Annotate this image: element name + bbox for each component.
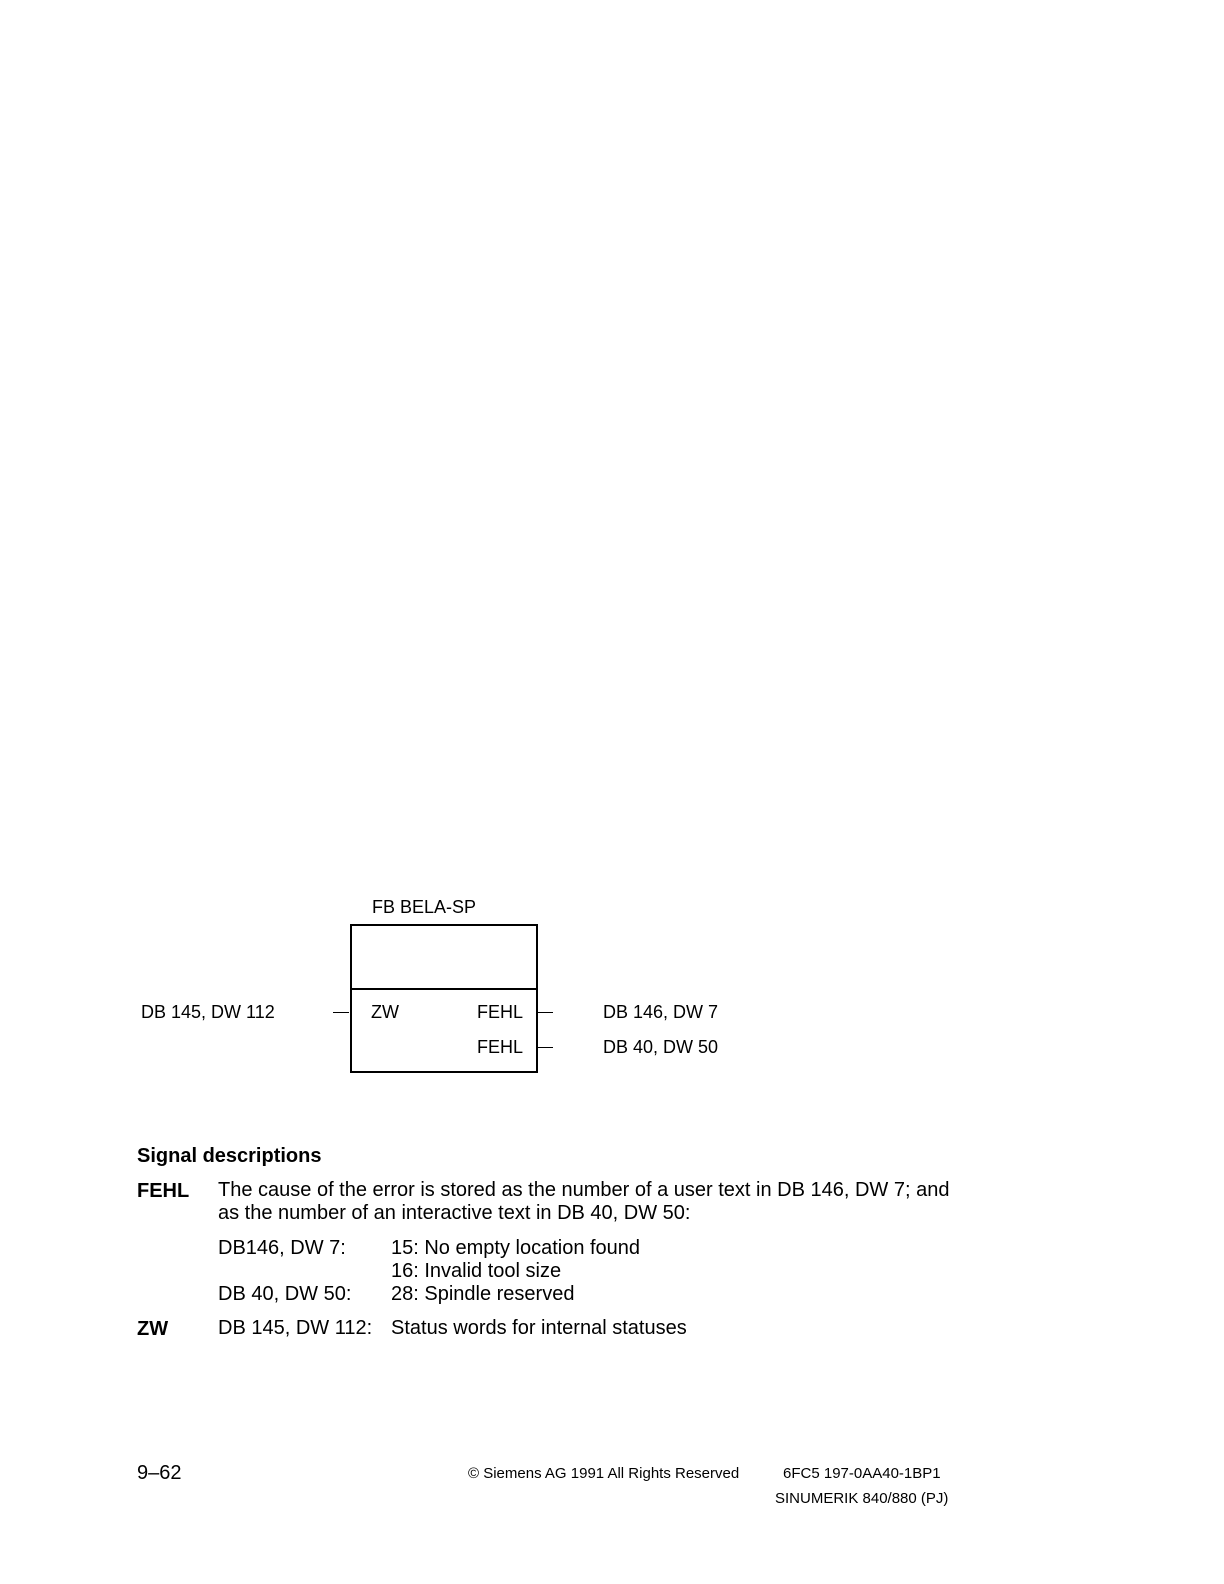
input-source-label: DB 145, DW 112 — [141, 1002, 275, 1022]
fehl-table-location: DB 40, DW 50: — [218, 1283, 352, 1305]
output-pin-line — [537, 1012, 553, 1013]
copyright-notice: © Siemens AG 1991 All Rights Reserved — [468, 1465, 740, 1482]
order-number: 6FC5 197-0AA40-1BP1 — [783, 1465, 941, 1482]
page-number: 9–62 — [137, 1462, 182, 1484]
fehl-table-value: 16: Invalid tool size — [391, 1260, 562, 1282]
signal-name-zw: ZW — [137, 1318, 169, 1340]
output-pin-line — [537, 1047, 553, 1048]
section-heading: Signal descriptions — [137, 1145, 322, 1167]
fehl-description-line: The cause of the error is stored as the number of a user text in DB 146, DW 7; and — [218, 1179, 950, 1201]
output-pin-label: FEHL — [477, 1037, 524, 1057]
zw-value: Status words for internal statuses — [391, 1317, 687, 1339]
output-pin-label: FEHL — [477, 1002, 524, 1022]
input-pin-label: ZW — [371, 1002, 399, 1022]
fehl-table-value: 28: Spindle reserved — [391, 1283, 575, 1305]
signal-name-fehl: FEHL — [137, 1180, 190, 1202]
output-target-label: DB 40, DW 50 — [603, 1037, 719, 1057]
fehl-table-location: DB146, DW 7: — [218, 1237, 346, 1259]
product-name: SINUMERIK 840/880 (PJ) — [775, 1490, 949, 1507]
zw-location: DB 145, DW 112: — [218, 1317, 373, 1339]
input-pin-line — [333, 1012, 349, 1013]
block-title: FB BELA-SP — [372, 897, 477, 917]
fehl-description-line: as the number of an interactive text in DB 40, DW 50: — [218, 1202, 691, 1224]
output-target-label: DB 146, DW 7 — [603, 1002, 719, 1022]
fehl-table-value: 15: No empty location found — [391, 1237, 641, 1259]
block-divider — [350, 988, 536, 990]
